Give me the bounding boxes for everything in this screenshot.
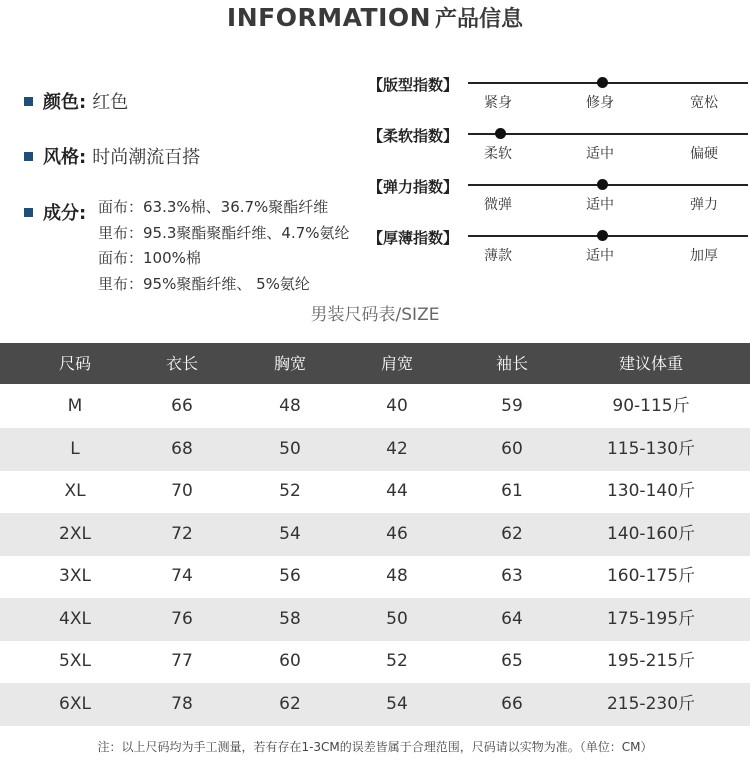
table-cell: 62 [279,693,301,714]
table-cell: 52 [279,481,301,501]
index-marker-icon [495,128,506,139]
table-cell: 4XL [59,608,91,629]
index-option: 微弹 [484,197,512,213]
attribute-value: 时尚潮流百搭 [92,147,201,168]
index-scale-line [468,235,748,237]
bullet-square-icon [24,208,33,217]
index-option: 弹力 [690,197,718,213]
table-cell: 62 [501,523,523,544]
table-cell: 140-160斤 [606,523,696,544]
composition-line: 面布：63.3%棉、36.7%聚酯纤维 [98,198,329,216]
bullet-square-icon [24,152,33,161]
table-cell: 50 [386,608,408,629]
table-row [0,598,750,641]
attribute-composition [24,199,86,225]
attribute-color [24,88,128,114]
table-cell: 54 [279,523,301,544]
table-cell: 56 [279,566,301,586]
attribute-value: 红色 [92,92,129,113]
table-cell: XL [64,481,86,501]
index-scale-line [468,133,748,135]
table-header-cell: 衣长 [165,354,198,373]
table-cell: 72 [171,523,193,544]
table-cell: 40 [386,396,408,416]
attribute-label: 颜色: [43,92,87,113]
table-row [0,513,750,556]
attribute-style [24,143,200,169]
table-row [0,555,750,598]
index-option: 加厚 [690,248,718,264]
table-cell: 59 [501,396,523,416]
table-cell: 90-115斤 [612,396,690,416]
table-header-cell: 建议体重 [618,354,683,373]
table-cell: 74 [171,566,193,586]
title-english: INFORMATION [226,3,432,32]
index-scale-line [468,184,748,186]
title-chinese: 产品信息 [435,7,524,32]
attribute-label: 风格: [43,147,87,168]
index-option: 柔软 [484,146,512,162]
table-cell: 54 [386,693,408,714]
table-row [0,683,750,726]
table-row [0,385,750,428]
index-option: 适中 [586,146,614,162]
table-cell: 3XL [59,566,91,586]
index-option: 薄款 [484,248,512,264]
table-cell: 48 [386,566,408,586]
index-option: 宽松 [690,95,718,111]
index-label: 【弹力指数】 [368,178,459,196]
table-cell: L [70,438,80,459]
table-cell: 160-175斤 [606,566,696,586]
table-cell: 58 [279,608,301,629]
table-cell: 77 [171,651,193,671]
table-cell: 78 [171,693,193,714]
index-option: 修身 [586,95,614,111]
table-cell: 215-230斤 [606,693,696,714]
table-cell: 44 [386,481,408,501]
table-header-cell: 尺码 [58,354,91,373]
table-cell: 68 [171,438,193,459]
index-option: 紧身 [484,95,512,111]
index-label: 【版型指数】 [368,76,459,94]
table-cell: 42 [386,438,408,459]
composition-line: 里布：95.3聚酯聚酯纤维、4.7%氨纶 [98,224,350,242]
table-cell: 61 [501,481,523,501]
page-title [0,2,750,33]
index-scale-line [468,82,748,84]
table-cell: 66 [501,693,523,714]
index-marker-icon [597,179,608,190]
table-header-cell: 胸宽 [273,354,306,373]
table-cell: 195-215斤 [606,651,696,671]
size-table-header [0,343,750,384]
table-cell: 48 [279,396,301,416]
bullet-square-icon [24,97,33,106]
table-cell: 175-195斤 [606,608,696,629]
table-cell: 70 [171,481,193,501]
composition-line: 里布：95%聚酯纤维、 5%氨纶 [98,275,310,293]
table-header-cell: 袖长 [495,354,528,373]
attribute-label: 成分: [43,203,87,224]
size-table-title: 男装尺码表/SIZE [310,305,440,325]
table-cell: 2XL [59,523,91,544]
table-cell: 66 [171,396,193,416]
table-cell: 50 [279,438,301,459]
table-cell: 76 [171,608,193,629]
table-row [0,640,750,683]
index-label: 【厚薄指数】 [368,229,459,247]
table-cell: 60 [501,438,523,459]
table-cell: 64 [501,608,523,629]
table-cell: 6XL [59,693,91,714]
index-label: 【柔软指数】 [368,127,459,145]
index-option: 适中 [586,248,614,264]
table-header-cell: 肩宽 [380,354,413,373]
index-marker-icon [597,230,608,241]
composition-line: 面布：100%棉 [98,249,201,267]
table-cell: 115-130斤 [606,438,696,459]
index-option: 适中 [586,197,614,213]
table-cell: 5XL [59,651,91,671]
index-marker-icon [597,77,608,88]
measurement-note: 注：以上尺码均为手工测量，若有存在1-3CM的误差皆属于合理范围，尺码请以实物为准。（单位：CM） [97,740,653,754]
table-cell: 46 [386,523,408,544]
index-option: 偏硬 [690,146,718,162]
table-cell: 130-140斤 [606,481,696,501]
table-row [0,428,750,471]
table-cell: 65 [501,651,523,671]
table-cell: 63 [501,566,523,586]
table-cell: M [67,396,83,416]
table-cell: 52 [386,651,408,671]
table-cell: 60 [279,651,301,671]
table-row [0,470,750,513]
